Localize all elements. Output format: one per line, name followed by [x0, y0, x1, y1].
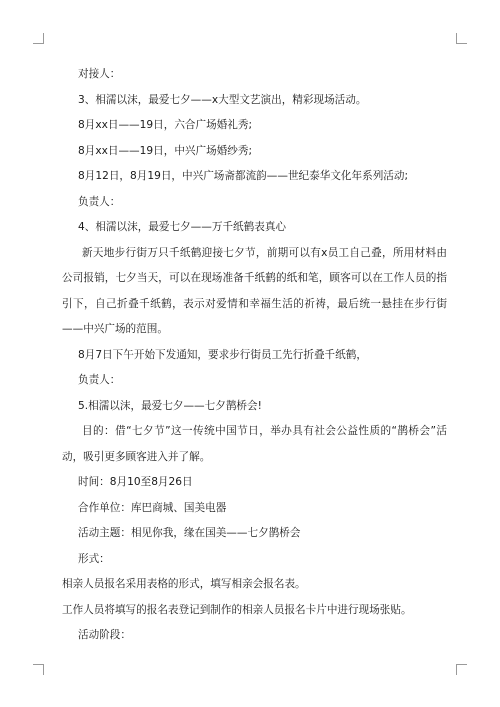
- notice-line: 8月7日下午开始下发通知，要求步行街员工先行折叠千纸鹤，: [78, 348, 367, 361]
- crop-mark-bottom-right: [456, 664, 467, 675]
- contact-label: 对接人：: [78, 68, 121, 80]
- partners-line: 合作单位：库巴商城、国美电器: [78, 501, 227, 514]
- crop-mark-bottom-left: [33, 664, 44, 675]
- schedule-line: 8月12日，8月19日，中兴广场斋都流韵——世纪泰华文化年系列活动;: [78, 170, 409, 182]
- format-line: 相亲人员报名采用表格的形式，填写相亲会报名表。: [62, 578, 306, 590]
- responsible-label: 负责人：: [78, 195, 121, 208]
- item-3-heading: 3、相濡以沫，最爱七夕——x大型文艺演出，精彩现场活动。: [78, 93, 367, 106]
- crop-mark-top-left: [33, 33, 44, 44]
- time-line: 时间：8月10至8月26日: [78, 476, 193, 488]
- format-line: 工作人员将填写的报名表登记到制作的相亲人员报名卡片中进行现场张贴。: [62, 603, 412, 616]
- schedule-line: 8月xx日——19日，中兴广场婚纱秀;: [78, 144, 253, 157]
- item-5-heading: 5.相濡以沫，最爱七夕——七夕鹊桥会!: [78, 399, 262, 412]
- schedule-line: 8月xx日——19日，六合广场婚礼秀;: [78, 119, 253, 131]
- theme-line: 活动主题：相见你我，缘在国美——七夕鹊桥会: [78, 527, 301, 539]
- responsible-label: 负责人：: [78, 374, 121, 386]
- stages-label: 活动阶段：: [78, 629, 131, 641]
- purpose-paragraph: 目的：借“七夕节”这一传统中国节日，举办具有社会公益性质的“鹊桥会”活动，吸引更多顾客进入并了解。: [62, 425, 447, 463]
- item-4-heading: 4、相濡以沫，最爱七夕——万千纸鹤表真心: [78, 221, 287, 233]
- crop-mark-top-right: [456, 33, 467, 44]
- format-label: 形式：: [78, 552, 110, 565]
- paper-crane-paragraph: 新天地步行街万只千纸鹤迎接七夕节，前期可以有x员工自己叠，所用材料由公司报销，七夕当天，可以在现场准备千纸鹤的纸和笔，顾客可以在工作人员的指引下，自己折叠千纸鹤，表示对爱情和幸福生活的祈祷，最后统一悬挂在步行街——中兴广场的范围。: [62, 246, 447, 335]
- document-body: [62, 62, 447, 649]
